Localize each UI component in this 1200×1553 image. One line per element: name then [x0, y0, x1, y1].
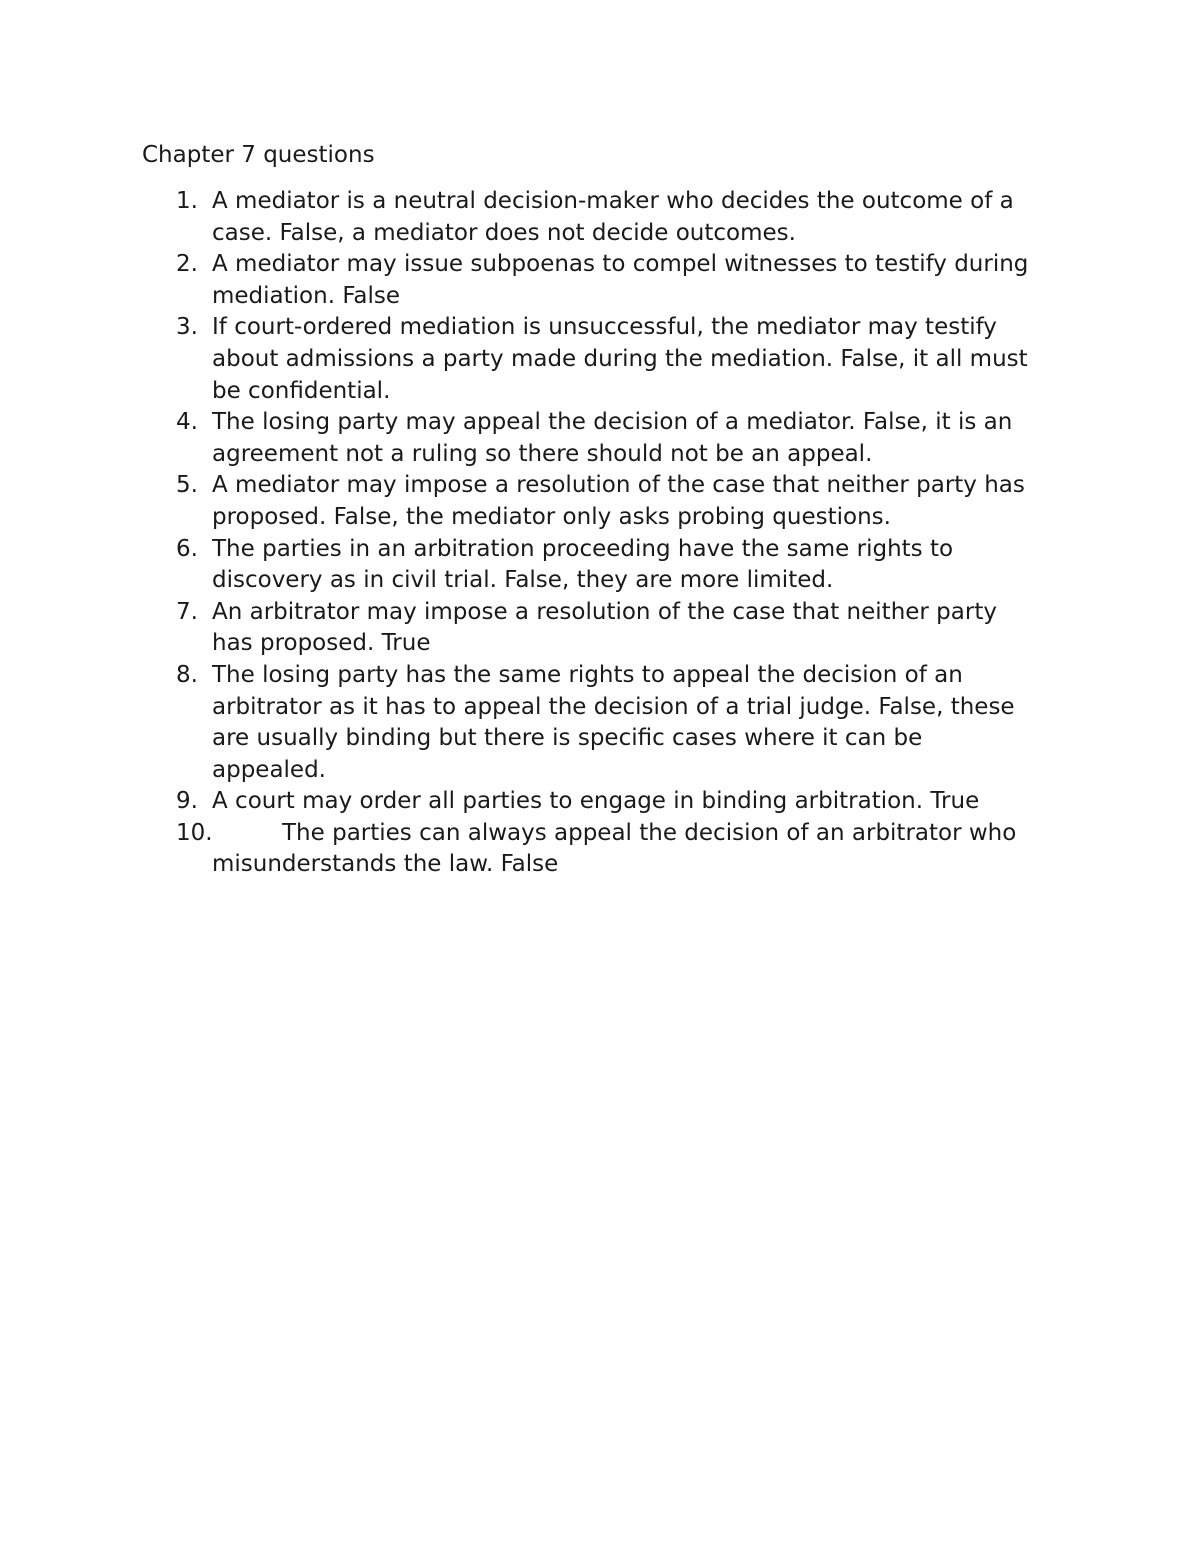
- list-item-text: The losing party has the same rights to appeal the decision of an arbitrator as it has to appeal the decision of a trial judge. False, these are usually binding but there is specific cases where it can be appealed.: [212, 661, 1015, 783]
- list-item: [0, 470, 1200, 533]
- list-item-text: If court-ordered mediation is unsuccessful, the mediator may testify about admissions a party made during the mediation. False, it all must be confidential.: [212, 314, 1028, 404]
- list-item: [0, 312, 1200, 407]
- list-item-number: 10.: [176, 819, 213, 846]
- list-item-text: The losing party may appeal the decision of a mediator. False, it is an agreement not a ruling so there should not be an appeal.: [212, 409, 1013, 467]
- list-item-text: An arbitrator may impose a resolution of the case that neither party has proposed. True: [212, 598, 997, 657]
- list-item-number: 9.: [176, 788, 198, 815]
- question-list: [0, 186, 1200, 881]
- list-item-number: 1.: [176, 188, 198, 214]
- list-item-number: 6.: [176, 535, 198, 562]
- list-item-text: A mediator may impose a resolution of the case that neither party has proposed. False, the mediator only asks probing questions.: [212, 472, 1025, 530]
- list-item-number: 2.: [176, 251, 198, 278]
- list-item-text: A mediator is a neutral decision-maker who decides the outcome of a case. False, a mediator does not decide outcomes.: [212, 188, 1014, 246]
- list-item-text: The parties can always appeal the decision of an arbitrator who misunderstands the law. False: [212, 819, 1017, 878]
- list-item-number: 8.: [176, 661, 198, 688]
- list-item: [0, 818, 1200, 881]
- list-item-text: A court may order all parties to engage in binding arbitration. True: [212, 788, 980, 815]
- list-item-text: A mediator may issue subpoenas to compel witnesses to testify during mediation. False: [212, 251, 1029, 309]
- list-item: [0, 660, 1200, 786]
- list-item: [0, 186, 1200, 249]
- list-item-number: 7.: [176, 598, 198, 625]
- list-item-number: 4.: [176, 409, 198, 436]
- list-item: [0, 597, 1200, 660]
- document-title: Chapter 7 questions: [142, 142, 375, 168]
- list-item: [0, 786, 1200, 818]
- list-item: [0, 534, 1200, 597]
- list-item: [0, 407, 1200, 470]
- list-item: [0, 249, 1200, 312]
- list-item-number: 3.: [176, 314, 198, 341]
- list-item-number: 5.: [176, 472, 198, 499]
- list-item-text: The parties in an arbitration proceeding have the same rights to discovery as in civil trial. False, they are more limited.: [212, 535, 954, 594]
